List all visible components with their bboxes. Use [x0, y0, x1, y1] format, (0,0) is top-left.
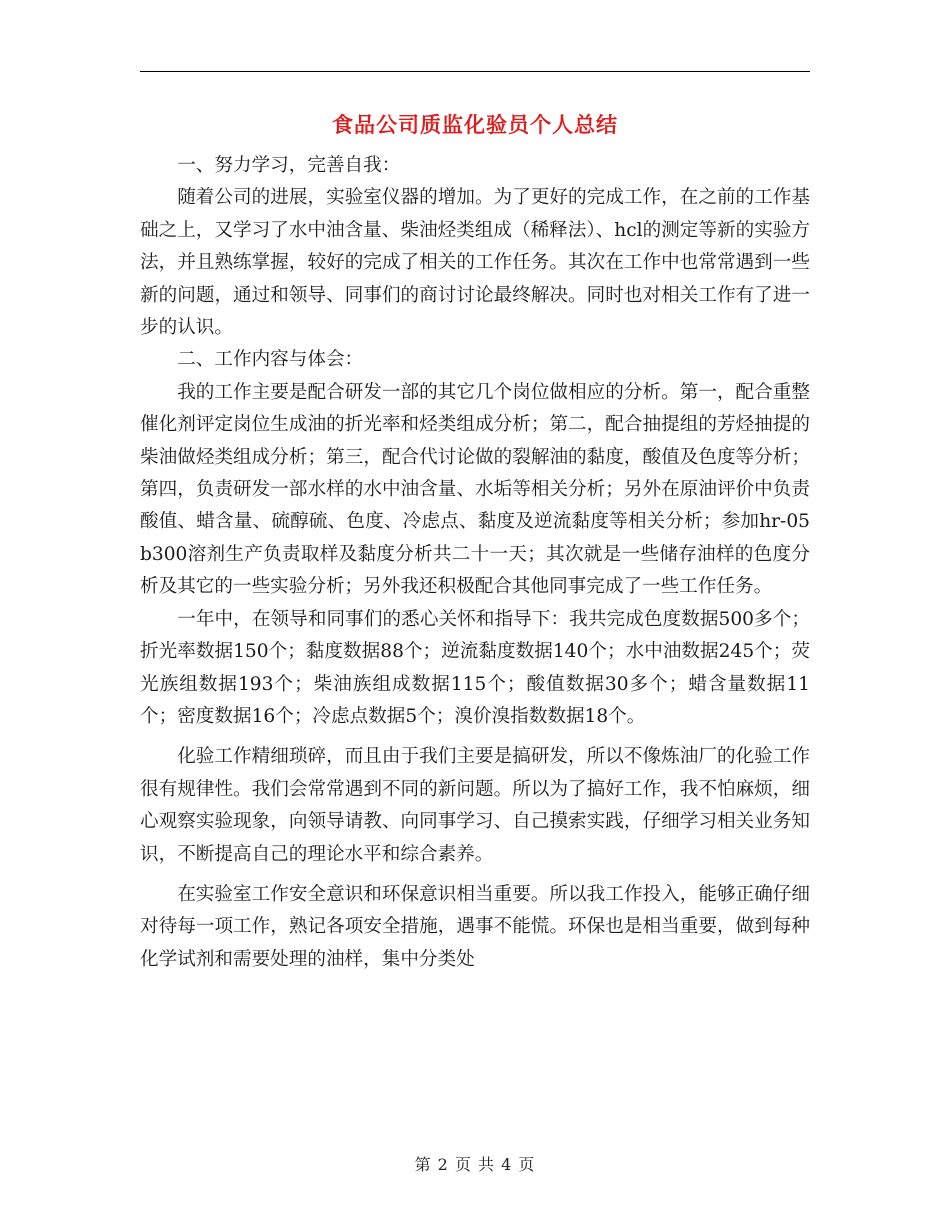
section-heading: 一、努力学习，完善自我：: [177, 155, 401, 176]
body-paragraph: 一年中，在领导和同事们的悉心关怀和指导下：我共完成色度数据500多个；折光率数据150个；黏度数据88个；逆流黏度数据140个；水中油数据245个；荧光族组数据193个；柴油族组成数据115个；酸值数据30多个；蜡含量数据11个；密度数据16个；冷虑点数据5个；溴价溴指数数据18个。: [140, 608, 810, 727]
body-paragraph: 随着公司的进展，实验室仪器的增加。为了更好的完成工作，在之前的工作基础之上，又学习了水中油含量、柴油烃类组成（稀释法）、hcl的测定等新的实验方法，并且熟练掌握，较好的完成了相关的工作任务。其次在工作中也常常遇到一些新的问题，通过和领导、同事们的商讨讨论最终解决。同时也对相关工作有了进一步的认识。: [140, 187, 810, 339]
document-body: [140, 150, 810, 976]
body-paragraph: 在实验室工作安全意识和环保意识相当重要。所以我工作投入，能够正确仔细对待每一项工作，熟记各项安全措施，遇事不能慌。环保也是相当重要，做到每种化学试剂和需要处理的油样，集中分类处: [140, 883, 810, 970]
document-title: 食品公司质监化验员个人总结: [332, 112, 618, 137]
header-rule: [140, 71, 810, 72]
section-heading: 二、工作内容与体会：: [177, 349, 364, 371]
body-paragraph: 我的工作主要是配合研发一部的其它几个岗位做相应的分析。第一，配合重整催化剂评定岗位生成油的折光率和烃类组成分析；第二，配合抽提组的芳烃抽提的柴油做烃类组成分析；第三，配合代讨论做的裂解油的黏度，酸值及色度等分析；第四，负责研发一部水样的水中油含量、水垢等相关分析；另外在原油评价中负责酸值、蜡含量、硫醇硫、色度、冷虑点、黏度及逆流黏度等相关分析；参加hr-05b300溶剂生产负责取样及黏度分析共二十一天；其次就是一些储存油样的色度分析及其它的一些实验分析；另外我还积极配合其他同事完成了一些工作任务。: [140, 381, 810, 598]
body-paragraph: 化验工作精细琐碎，而且由于我们主要是搞研发，所以不像炼油厂的化验工作很有规律性。我们会常常遇到不同的新问题。所以为了搞好工作，我不怕麻烦，细心观察实验现象，向领导请教、向同事学习、自己摸索实践，仔细学习相关业务知识，不断提高自己的理论水平和综合素养。: [140, 746, 810, 865]
page-number: 第 2 页 共 4 页: [414, 1155, 536, 1174]
